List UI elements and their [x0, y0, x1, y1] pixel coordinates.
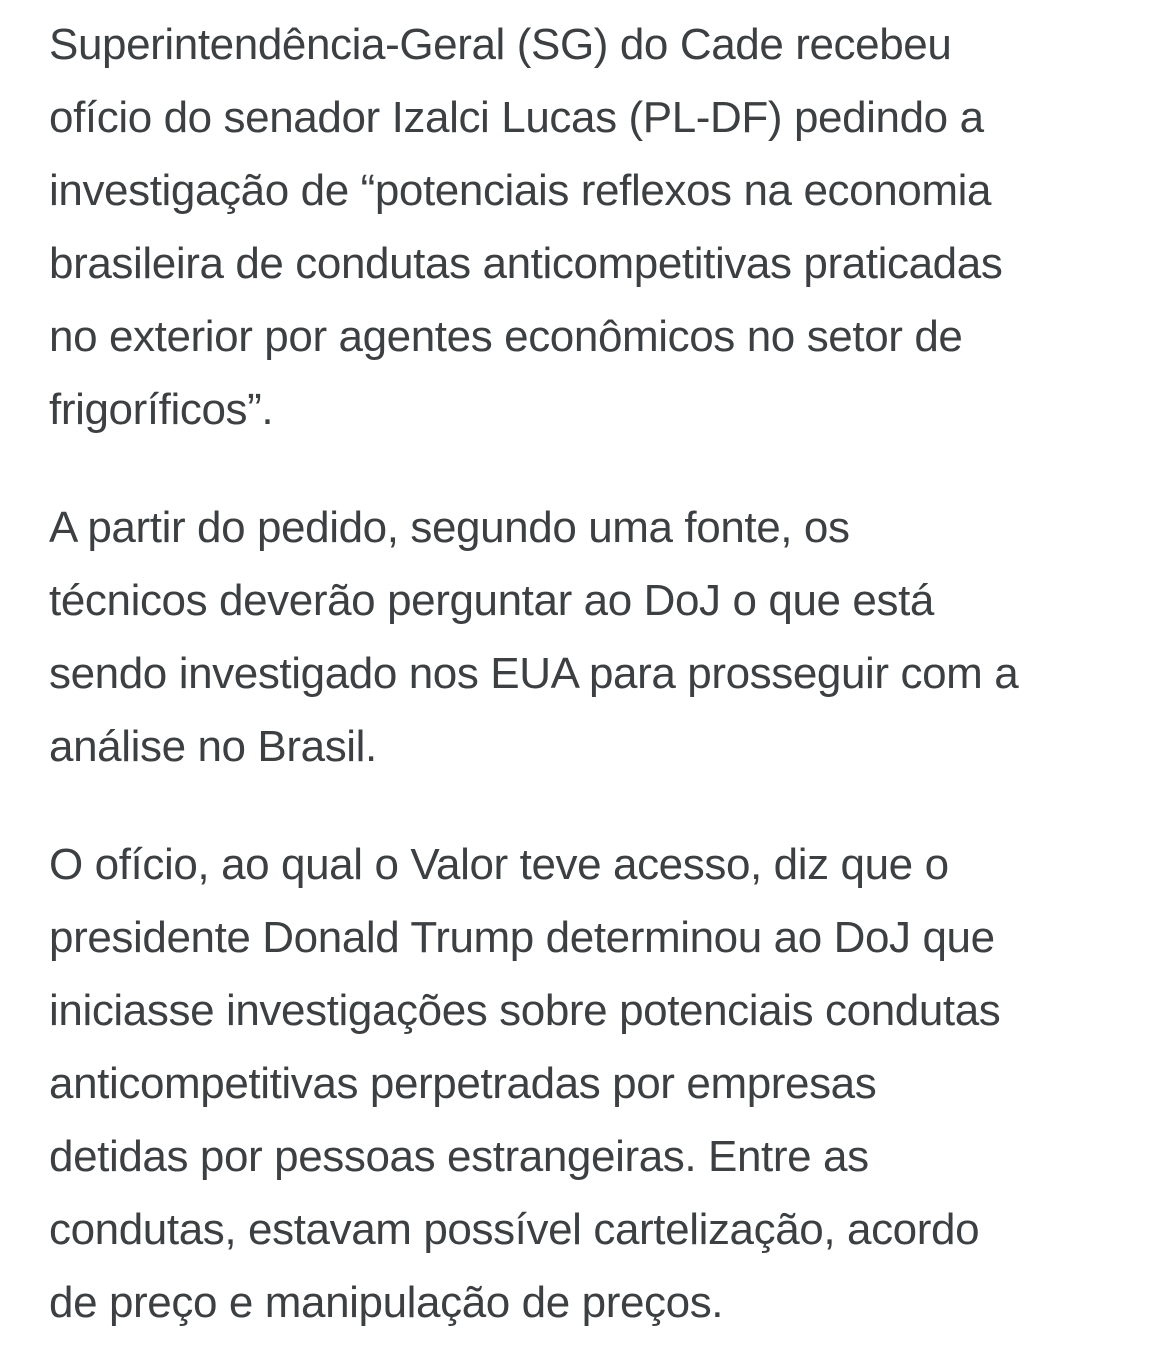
text-line: O ofício, ao qual o Valor teve acesso, diz que o [49, 840, 949, 889]
text-line: análise no Brasil. [49, 722, 377, 771]
text-line: presidente Donald Trump determinou ao DoJ que [49, 913, 995, 962]
text-line: brasileira de condutas anticompetitivas praticadas [49, 239, 1003, 288]
article-paragraph [49, 491, 1132, 783]
article-paragraph [49, 8, 1132, 446]
text-line: de preço e manipulação de preços. [49, 1278, 724, 1327]
text-line: detidas por pessoas estrangeiras. Entre as [49, 1132, 869, 1181]
text-line: no exterior por agentes econômicos no setor de [49, 312, 963, 361]
text-line: condutas, estavam possível cartelização, acordo [49, 1205, 980, 1254]
text-line: investigação de “potenciais reflexos na economia [49, 166, 992, 215]
article-paragraph [49, 828, 1132, 1339]
text-line: técnicos deverão perguntar ao DoJ o que está [49, 576, 934, 625]
text-line: sendo investigado nos EUA para prosseguir com a [49, 649, 1019, 698]
text-line: A partir do pedido, segundo uma fonte, os [49, 503, 850, 552]
text-line: frigoríficos”. [49, 385, 274, 434]
text-line: Superintendência-Geral (SG) do Cade recebeu [49, 20, 952, 69]
text-line: iniciasse investigações sobre potenciais condutas [49, 986, 1001, 1035]
text-line: anticompetitivas perpetradas por empresas [49, 1059, 877, 1108]
text-line: ofício do senador Izalci Lucas (PL-DF) pedindo a [49, 93, 984, 142]
